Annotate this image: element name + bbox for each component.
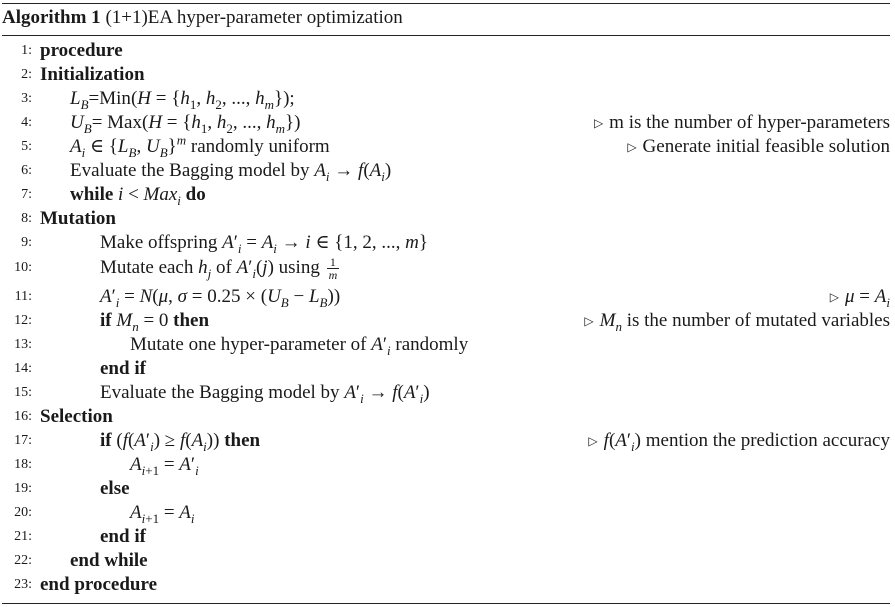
algo-line-9 <box>2 231 890 255</box>
section-mutation: Mutation <box>40 208 116 229</box>
line-number: 5: <box>21 139 32 154</box>
statement-if-mn: if $M_n = 0$ then <box>100 310 210 334</box>
algorithm-caption <box>2 6 403 30</box>
section-selection: Selection <box>40 406 113 427</box>
line-number: 17: <box>14 433 32 448</box>
statement-upper-bound: $U_B= Max(H = \{h_1$, $h_2$, ..., $h_m$}) <box>70 112 301 136</box>
statement-keep-parent: $A_{i+1} = A_i$ <box>130 502 195 526</box>
keyword-else: else <box>100 478 130 499</box>
section-initialization: Initialization <box>40 64 145 85</box>
statement-mutate-one: Mutate one hyper-parameter of $A'_i$ randomly <box>130 334 469 358</box>
statement-accept-offspring: $A_{i+1} = A'_i$ <box>130 454 199 478</box>
keyword-end-if: end if <box>100 358 146 379</box>
statement-lower-bound: $L_B=Min(H = \{h_1$, $h_2$, ..., $h_m$}); <box>70 88 295 112</box>
line-number: 18: <box>14 457 32 472</box>
algo-line-16 <box>2 405 890 429</box>
line-number: 8: <box>21 211 32 226</box>
line-number: 13: <box>14 337 32 352</box>
line-number: 9: <box>21 235 32 250</box>
comment-triangle-icon: ▷ <box>627 140 637 154</box>
line-number: 22: <box>14 553 32 568</box>
line-number: 3: <box>21 91 32 106</box>
algo-line-18 <box>2 453 890 477</box>
statement-normal-distribution: $A'_i = N(\mu$, $\sigma = 0.25 \times (U_B - L_B)$) <box>100 286 341 310</box>
line-number: 21: <box>14 529 32 544</box>
line-number: 16: <box>14 409 32 424</box>
algo-line-21 <box>2 525 890 549</box>
algo-line-6 <box>2 159 890 183</box>
keyword-end-while: end while <box>70 550 148 571</box>
line-number: 19: <box>14 481 32 496</box>
comment-triangle-icon: ▷ <box>584 314 594 328</box>
line-number: 12: <box>14 313 32 328</box>
algo-line-11 <box>2 285 890 309</box>
line-number: 7: <box>21 187 32 202</box>
comment-line-4: ▷ m is the number of hyper-parameters <box>593 112 890 133</box>
statement-mutate-each: Mutate each $h_j$ of $A'_i(j)$ using $\frac{1}{m}$ <box>100 255 338 283</box>
comment-line-12: ▷ $M_n$ is the number of mutated variables <box>584 310 890 334</box>
comment-triangle-icon: ▷ <box>588 434 598 448</box>
algo-line-22 <box>2 549 890 573</box>
top-rule <box>2 3 890 4</box>
algo-line-15 <box>2 381 890 405</box>
line-number: 1: <box>21 43 32 58</box>
statement-if-better: if $(f(A'_i) \ge f(A_i))$ then <box>100 430 261 454</box>
statement-evaluate-initial: Evaluate the Bagging model by $A_i \to f(A_i)$ <box>70 160 392 184</box>
statement-evaluate-offspring: Evaluate the Bagging model by $A'_i \to f(A'_i)$ <box>100 382 430 406</box>
algo-line-2 <box>2 63 890 87</box>
comment-triangle-icon: ▷ <box>829 290 839 304</box>
algo-line-20 <box>2 501 890 525</box>
line-number: 20: <box>14 505 32 520</box>
keyword-procedure: procedure <box>40 40 123 61</box>
statement-init-solution: $A_i$ ∈ {$L_B$, $U_B\}^m$ randomly uniform <box>70 132 330 160</box>
line-number: 10: <box>14 260 32 275</box>
line-number: 11: <box>14 289 32 304</box>
line-number: 2: <box>21 67 32 82</box>
statement-while-loop: while i < Max$_i$ do <box>70 184 206 208</box>
keyword-end-if: end if <box>100 526 146 547</box>
comment-line-5: ▷ Generate initial feasible solution <box>627 136 890 157</box>
line-number: 14: <box>14 361 32 376</box>
line-number: 4: <box>21 115 32 130</box>
comment-triangle-icon: ▷ <box>593 116 604 130</box>
algo-line-14 <box>2 357 890 381</box>
algo-line-12 <box>2 309 890 333</box>
algo-line-23 <box>2 573 890 597</box>
fraction-one-over-m: $\frac{1}{m}$ <box>328 255 338 283</box>
algo-line-4 <box>2 111 890 135</box>
algorithm-label: Algorithm 1 <box>2 7 101 28</box>
caption-rule <box>2 35 890 36</box>
algo-line-3 <box>2 87 890 111</box>
algo-line-13 <box>2 333 890 357</box>
bottom-rule <box>2 603 890 604</box>
algo-line-8 <box>2 207 890 231</box>
algo-line-5 <box>2 132 890 160</box>
algo-line-10 <box>2 255 890 283</box>
algo-line-17 <box>2 429 890 453</box>
line-number: 23: <box>14 577 32 592</box>
algo-line-19 <box>2 477 890 501</box>
comment-line-17: ▷ $f(A'_i)$ mention the prediction accuracy <box>588 430 890 454</box>
algo-line-1 <box>2 39 890 63</box>
algo-line-7 <box>2 183 890 207</box>
line-number: 6: <box>21 163 32 178</box>
line-number: 15: <box>14 385 32 400</box>
comment-line-11: ▷ $\mu = A_i$ <box>829 286 890 310</box>
statement-make-offspring: Make offspring $A'_i = A_i \to i$ ∈ {1, 2, ..., m} <box>100 232 428 256</box>
algorithm-title: (1+1)EA hyper-parameter optimization <box>105 7 403 28</box>
keyword-end-procedure: end procedure <box>40 574 157 595</box>
